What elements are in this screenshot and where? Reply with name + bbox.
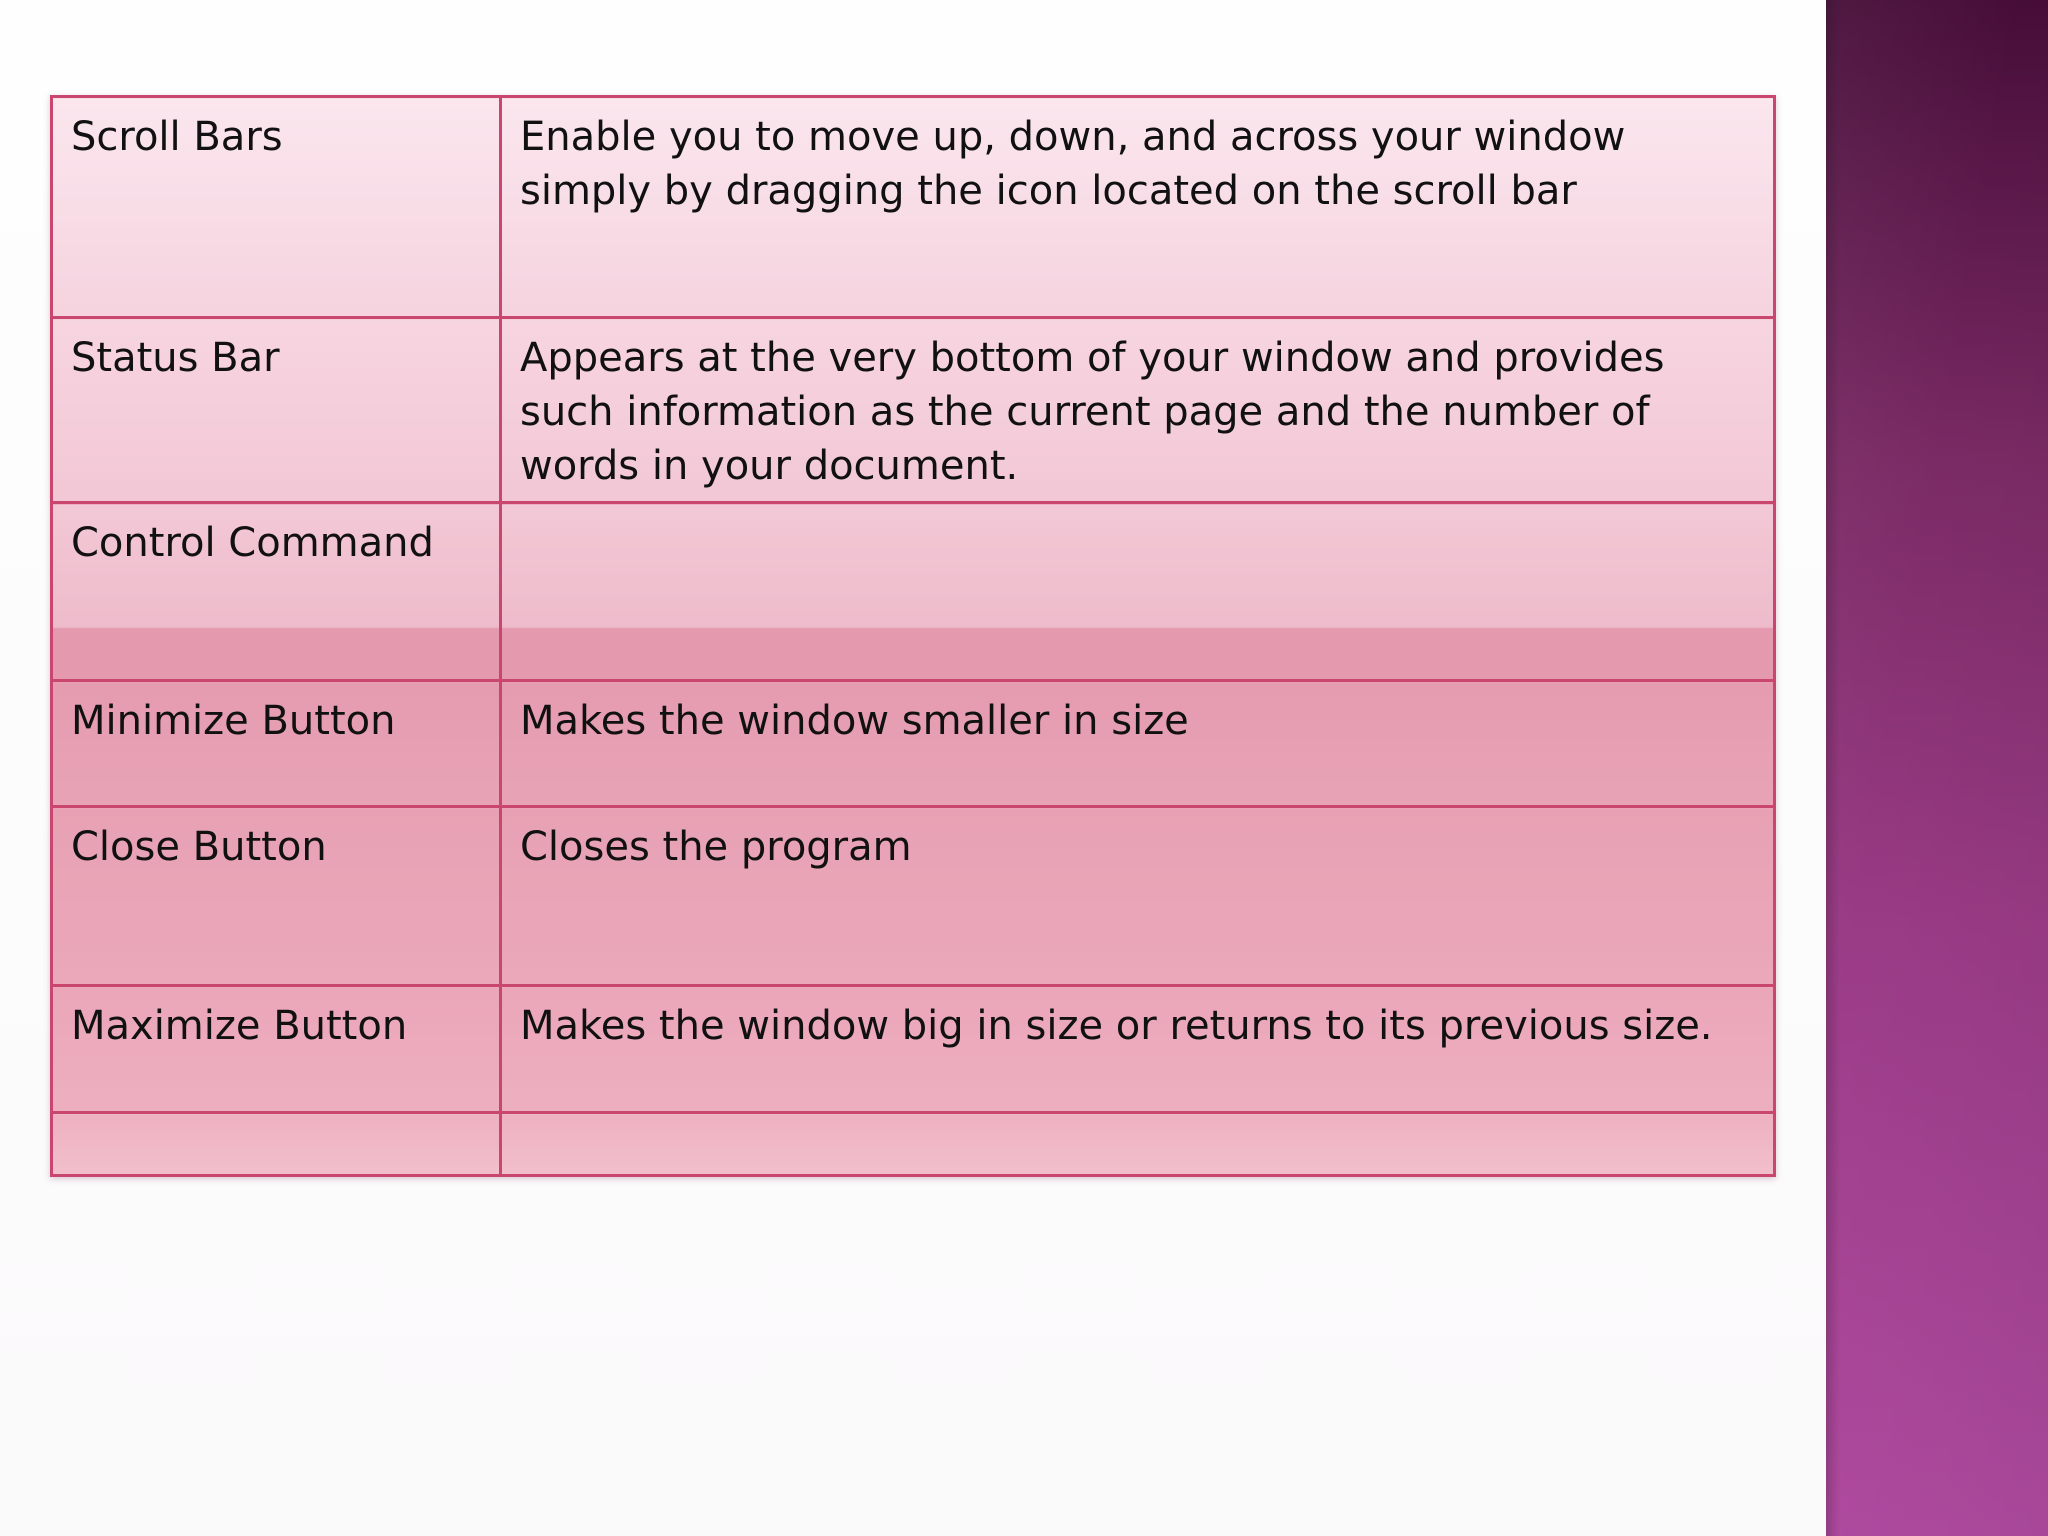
term-cell: Close Button	[52, 807, 501, 986]
table-row	[52, 318, 1775, 503]
term-cell: Scroll Bars	[52, 97, 501, 318]
description-cell	[500, 503, 1774, 681]
term-cell	[52, 1113, 501, 1176]
table-row	[52, 503, 1775, 681]
table-row	[52, 807, 1775, 986]
term-cell: Minimize Button	[52, 681, 501, 807]
description-cell: Enable you to move up, down, and across your window simply by dragging the icon located on the scroll bar	[500, 97, 1774, 318]
term-cell: Status Bar	[52, 318, 501, 503]
description-cell: Makes the window big in size or returns to its previous size.	[500, 986, 1774, 1113]
description-cell: Closes the program	[500, 807, 1774, 986]
table-row	[52, 986, 1775, 1113]
description-cell: Appears at the very bottom of your window and provides such information as the current page and the number of words in your document.	[500, 318, 1774, 503]
description-cell	[500, 1113, 1774, 1176]
term-cell: Control Command	[52, 503, 501, 681]
term-cell: Maximize Button	[52, 986, 501, 1113]
table-row	[52, 1113, 1775, 1176]
window-parts-table	[50, 95, 1776, 1177]
table-row	[52, 97, 1775, 318]
table-row	[52, 681, 1775, 807]
decorative-side-bar	[1826, 0, 2048, 1536]
description-cell: Makes the window smaller in size	[500, 681, 1774, 807]
